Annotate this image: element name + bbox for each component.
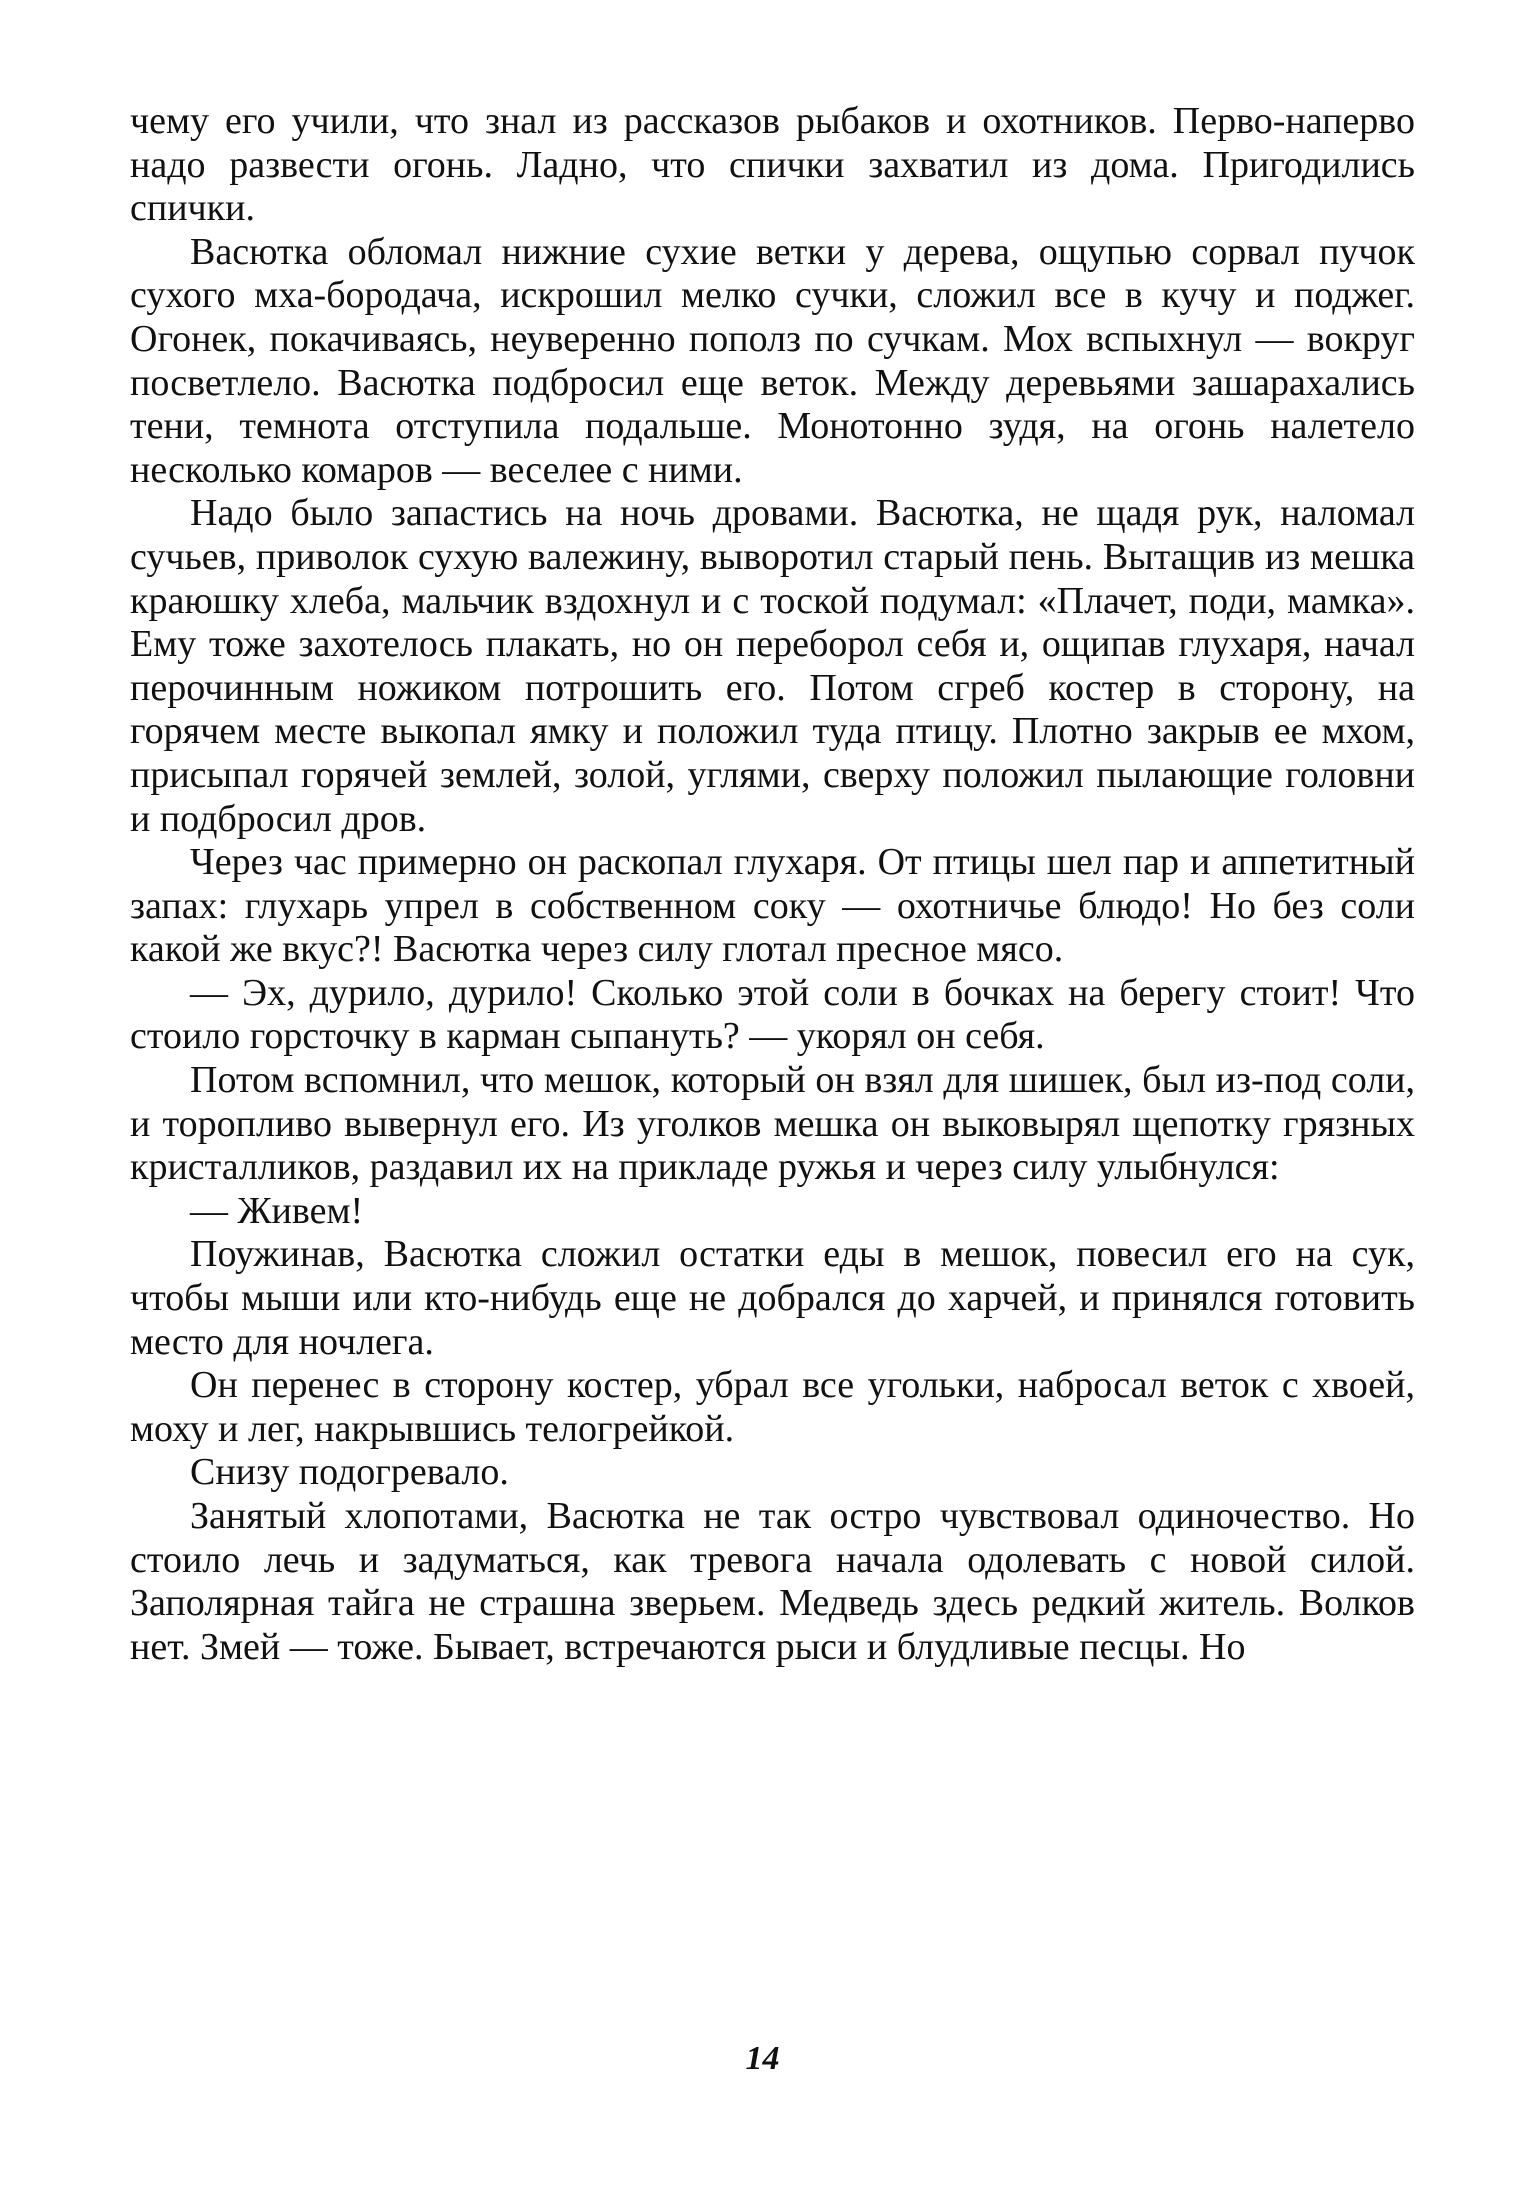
paragraph: Он перенес в сторону костер, убрал все угольки, набросал веток с хвоей, моху и лег, накрывшись телогрейкой. bbox=[130, 1364, 1415, 1450]
paragraph: Надо было запастись на ночь дровами. Васютка, не щадя рук, наломал сучьев, приволок сухую валежину, выворотил старый пень. Вытащив из мешка краюшку хлеба, мальчик вздохнул и с тоской подумал: «Плачет, поди, мамка». Ему тоже захотелось плакать, но он переборол себя и, ощипав глухаря, начал перочинным ножиком потрошить его. Потом сгреб костер в сторону, на горячем месте выкопал ямку и положил туда птицу. Плотно закрыв ее мхом, присыпал горячей землей, золой, углями, сверху положил пылающие головни и подбросил дров. bbox=[130, 492, 1415, 840]
dialogue-line: — Живем! bbox=[190, 1189, 364, 1232]
paragraph: Васютка обломал нижние сухие ветки у дерева, ощупью сорвал пучок сухого мха-бородача, искрошил мелко сучки, сложил все в кучу и поджег. Огонек, покачиваясь, неуверенно пополз по сучкам. Мох вспыхнул — вокруг посветлело. Васютка подбросил еще веток. Между деревьями зашарахались тени, темнота отступила подальше. Монотонно зудя, на огонь налетело несколько комаров — веселее с ними. bbox=[130, 230, 1415, 491]
paragraph: чему его учили, что знал из рассказов рыбаков и охотников. Перво-наперво надо развести огонь. Ладно, что спички захватил из дома. Пригодились спички. bbox=[130, 100, 1415, 230]
paragraph: Потом вспомнил, что мешок, который он взял для шишек, был из-под соли, и торопливо вывернул его. Из уголков мешка он выковырял щепотку грязных кристалликов, раздавил их на прикладе ружья и через силу улыбнулся: bbox=[130, 1059, 1415, 1189]
page-text bbox=[130, 100, 1415, 1669]
dialogue-line: — Эх, дурило, дурило! Сколько этой соли в бочках на берегу стоит! Что стоило горсточку в карман сыпануть? — укорял он себя. bbox=[130, 971, 1415, 1058]
paragraph: Поужинав, Васютка сложил остатки еды в мешок, повесил его на сук, чтобы мыши или кто-нибудь еще не добрался до харчей, и принялся готовить место для ночлега. bbox=[130, 1233, 1415, 1363]
page-number: 14 bbox=[745, 2040, 780, 2077]
paragraph: Снизу подогревало. bbox=[190, 1451, 509, 1494]
paragraph: Через час примерно он раскопал глухаря. От птицы шел пар и аппетитный запах: глухарь упрел в собственном соку — охотничье блюдо! Но без соли какой же вкус?! Васютка через силу глотал пресное мясо. bbox=[130, 841, 1415, 971]
paragraph: Занятый хлопотами, Васютка не так остро чувствовал одиночество. Но стоило лечь и задуматься, как тревога начала одолевать с новой силой. Заполярная тайга не страшна зверьем. Медведь здесь редкий житель. Волков нет. Змей — тоже. Бывает, встречаются рыси и блудливые песцы. Но bbox=[130, 1495, 1415, 1668]
